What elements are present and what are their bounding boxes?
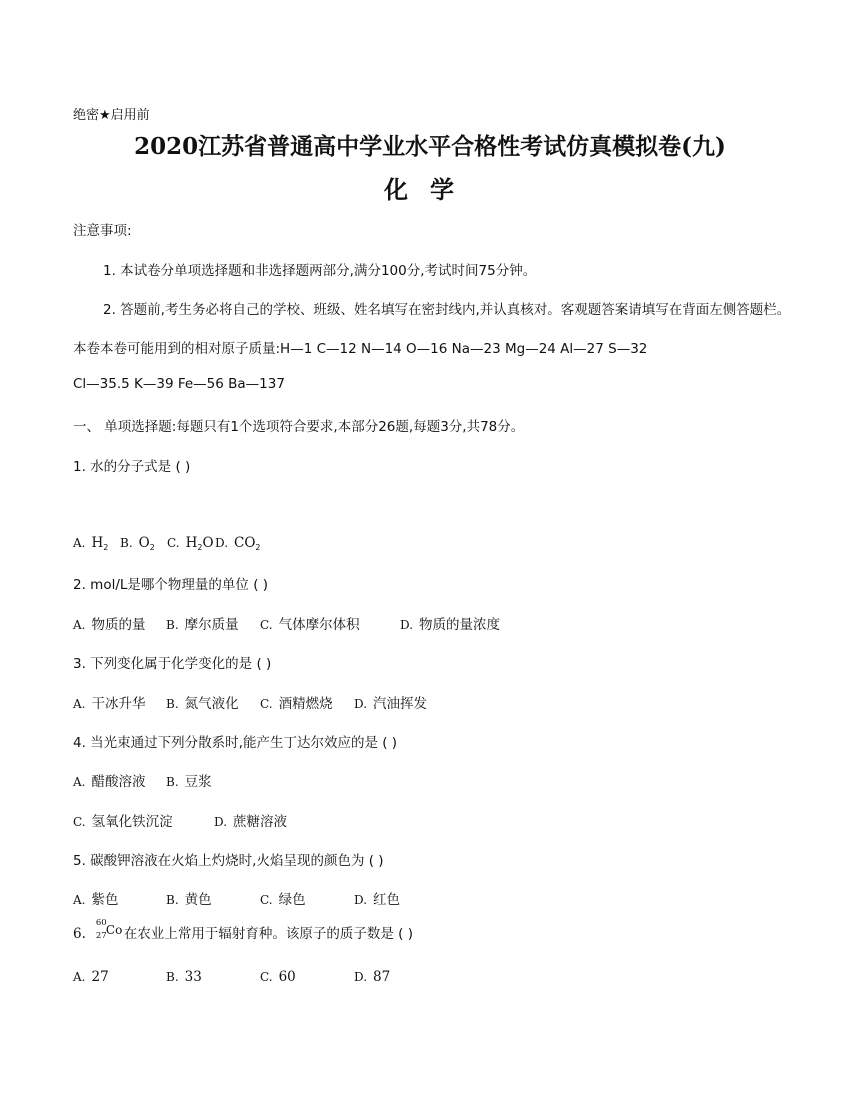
question-6-option-c: C. 60 (260, 969, 296, 985)
question-3-option-b: B. 氮气液化 (166, 696, 239, 712)
secret-label: 绝密★启用前 (73, 108, 150, 123)
cobalt-nuclide-symbol: 60 27 Co (95, 918, 123, 941)
section-heading: 一、 单项选择题:每题只有1个选项符合要求,本部分26题,每题3分,共78分。 (73, 419, 525, 435)
question-5-option-c: C. 绿色 (260, 892, 306, 908)
question-4-option-a: A. 醋酸溶液 (73, 774, 146, 790)
question-4-option-b: B. 豆浆 (166, 774, 212, 790)
note-item-2: 2. 答题前,考生务必将自己的学校、班级、姓名填写在密封线内,并认真核对。客观题答案请填写在背面左侧答题栏。 (103, 302, 791, 318)
question-3-option-d: D. 汽油挥发 (354, 696, 428, 712)
question-6-option-d: D. 87 (354, 969, 391, 985)
question-1-stem: 1. 水的分子式是 ( ) (73, 459, 191, 475)
question-5-stem: 5. 碳酸钾溶液在火焰上灼烧时,火焰呈现的颜色为 ( ) (73, 853, 384, 869)
question-4-option-d: D. 蔗糖溶液 (214, 814, 288, 830)
question-6-option-a: A. 27 (73, 969, 109, 985)
question-2-option-a: A. 物质的量 (73, 617, 146, 633)
question-4-option-c: C. 氢氧化铁沉淀 (73, 814, 173, 830)
question-1-option-a: A. $H_2$ (73, 535, 109, 552)
question-5-option-b: B. 黄色 (166, 892, 212, 908)
question-3-stem: 3. 下列变化属于化学变化的是 ( ) (73, 656, 272, 672)
question-6-stem: 6. 60 27 Co 在农业上常用于辐射育种。该原子的质子数是 ( ) (73, 918, 414, 942)
subject-title: 化学 (384, 175, 476, 204)
note-item-1: 1. 本试卷分单项选择题和非选择题两部分,满分100分,考试时间75分钟。 (103, 263, 537, 279)
notes-heading: 注意事项: (73, 223, 132, 239)
atomic-mass-line-2: Cl—35.5 K—39 Fe—56 Ba—137 (73, 376, 285, 392)
question-1-option-c: C. $H_2O$ (167, 535, 214, 552)
question-3-option-c: C. 酒精燃烧 (260, 696, 333, 712)
atomic-mass-line-1: 本卷本卷可能用到的相对原子质量:H—1 C—12 N—14 O—16 Na—23 Mg—24 Al—27 S—32 (73, 341, 648, 357)
question-1-option-b: B. $O_2$ (120, 535, 155, 552)
question-5-option-a: A. 紫色 (73, 892, 119, 908)
exam-title: 2020江苏省普通高中学业水平合格性考试仿真模拟卷(九) (134, 133, 726, 160)
question-2-option-b: B. 摩尔质量 (166, 617, 239, 633)
question-6-option-b: B. 33 (166, 969, 202, 985)
question-4-stem: 4. 当光束通过下列分散系时,能产生丁达尔效应的是 ( ) (73, 735, 398, 751)
question-2-stem: 2. mol/L是哪个物理量的单位 ( ) (73, 577, 269, 593)
question-5-option-d: D. 红色 (354, 892, 401, 908)
question-2-option-d: D. 物质的量浓度 (400, 617, 501, 633)
question-2-option-c: C. 气体摩尔体积 (260, 617, 360, 633)
question-3-option-a: A. 干冰升华 (73, 696, 146, 712)
question-1-option-d: D. $CO_2$ (215, 535, 261, 552)
